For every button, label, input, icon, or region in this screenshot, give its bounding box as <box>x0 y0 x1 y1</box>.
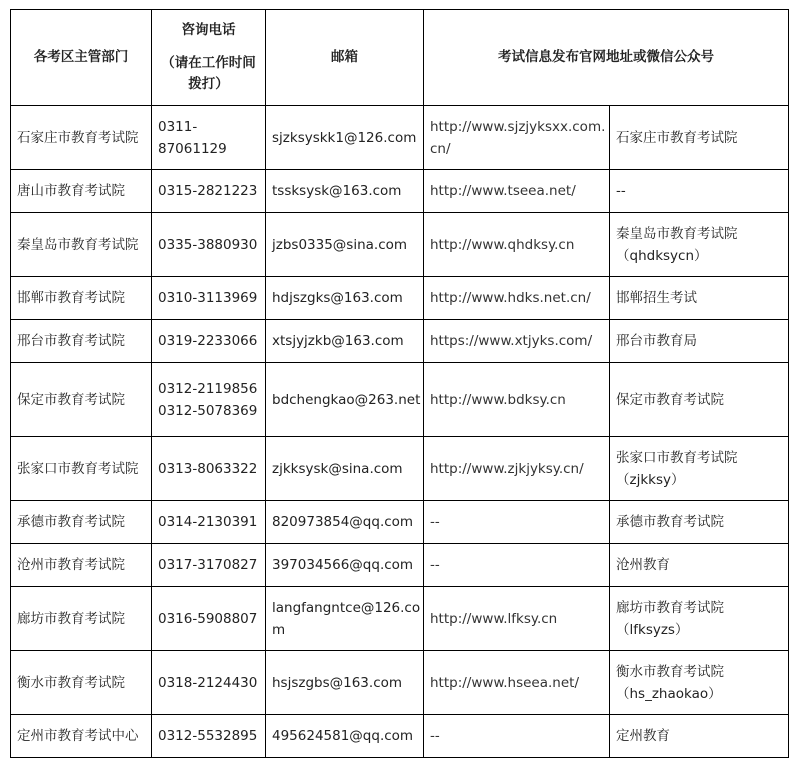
dept-cell: 沧州市教育考试院 <box>11 544 152 587</box>
wechat-cell <box>610 106 789 170</box>
phone-line-1: 0315-2821223 <box>158 183 258 199</box>
wechat-line-1: 邯郸招生考试 <box>616 290 697 306</box>
table-row <box>11 106 789 170</box>
phone-cell <box>152 106 266 170</box>
wechat-line-1: 廊坊市教育考试院 <box>616 599 724 616</box>
phone-cell <box>152 277 266 320</box>
email-cell: bdchengkao@263.net <box>266 363 424 437</box>
url-cell[interactable]: -- <box>424 715 610 758</box>
phone-line-2: 0312-5078369 <box>158 402 258 419</box>
header-email: 邮箱 <box>266 10 424 106</box>
phone-cell <box>152 715 266 758</box>
dept-cell: 邢台市教育考试院 <box>11 320 152 363</box>
wechat-cell <box>610 651 789 715</box>
phone-line-1: 0319-2233066 <box>158 333 258 349</box>
wechat-line-1: 衡水市教育考试院 <box>616 663 724 680</box>
url-cell[interactable]: https://www.xtjyks.com/ <box>424 320 610 363</box>
wechat-line-2: （zjkksy） <box>616 471 685 488</box>
wechat-cell <box>610 544 789 587</box>
wechat-line-1: 保定市教育考试院 <box>616 391 724 408</box>
header-phone-line1: 咨询电话 <box>181 22 236 38</box>
wechat-cell <box>610 715 789 758</box>
phone-line-1: 0310-3113969 <box>158 290 258 306</box>
wechat-cell <box>610 501 789 544</box>
url-cell[interactable]: http://www.zjkjyksy.cn/ <box>424 437 610 501</box>
dept-cell: 保定市教育考试院 <box>11 363 152 437</box>
header-dept: 各考区主管部门 <box>11 10 152 106</box>
phone-cell <box>152 170 266 213</box>
dept-cell: 张家口市教育考试院 <box>11 437 152 501</box>
wechat-cell <box>610 320 789 363</box>
email-cell: 820973854@qq.com <box>266 501 424 544</box>
phone-cell <box>152 363 266 437</box>
wechat-line-2: （hs_zhaokao） <box>616 685 722 702</box>
wechat-cell <box>610 277 789 320</box>
url-cell[interactable]: -- <box>424 501 610 544</box>
table-row <box>11 320 789 363</box>
wechat-cell <box>610 363 789 437</box>
phone-cell <box>152 213 266 277</box>
email-cell: hdjszgks@163.com <box>266 277 424 320</box>
table-row <box>11 437 789 501</box>
wechat-cell <box>610 587 789 651</box>
exam-contacts-table <box>10 9 789 758</box>
phone-line-1: 0318-2124430 <box>158 674 258 691</box>
phone-cell <box>152 544 266 587</box>
phone-cell <box>152 651 266 715</box>
phone-cell <box>152 320 266 363</box>
email-cell: 495624581@qq.com <box>266 715 424 758</box>
phone-cell <box>152 587 266 651</box>
table-header-row <box>11 10 789 106</box>
email-cell: tssksysk@163.com <box>266 170 424 213</box>
url-cell[interactable]: http://www.lfksy.cn <box>424 587 610 651</box>
wechat-line-1: 定州教育 <box>616 728 670 744</box>
dept-cell: 石家庄市教育考试院 <box>11 106 152 170</box>
dept-cell: 承德市教育考试院 <box>11 501 152 544</box>
phone-cell <box>152 501 266 544</box>
url-cell[interactable]: -- <box>424 544 610 587</box>
dept-cell: 秦皇岛市教育考试院 <box>11 213 152 277</box>
table-row <box>11 544 789 587</box>
url-cell[interactable]: http://www.hdks.net.cn/ <box>424 277 610 320</box>
dept-cell: 定州市教育考试中心 <box>11 715 152 758</box>
phone-line-1: 0316-5908807 <box>158 610 258 627</box>
header-phone-line3: 拨打） <box>188 76 229 92</box>
table-row <box>11 651 789 715</box>
wechat-line-1: 邢台市教育局 <box>616 333 697 349</box>
dept-cell: 廊坊市教育考试院 <box>11 587 152 651</box>
wechat-line-2: （qhdksycn） <box>616 247 708 264</box>
url-cell[interactable]: http://www.hseea.net/ <box>424 651 610 715</box>
table-row <box>11 170 789 213</box>
phone-line-1: 0312-2119856 <box>158 380 258 397</box>
email-cell: jzbs0335@sina.com <box>266 213 424 277</box>
table-row <box>11 501 789 544</box>
url-cell[interactable]: http://www.bdksy.cn <box>424 363 610 437</box>
phone-line-1: 0313-8063322 <box>158 460 258 477</box>
phone-line-1: 0335-3880930 <box>158 236 258 253</box>
wechat-line-1: 沧州教育 <box>616 557 670 573</box>
url-cell[interactable]: http://www.tseea.net/ <box>424 170 610 213</box>
url-cell[interactable]: http://www.sjzjyksxx.com.cn/ <box>424 106 610 170</box>
table-row <box>11 715 789 758</box>
phone-line-1: 0311- <box>158 118 198 135</box>
email-cell: xtsjyjzkb@163.com <box>266 320 424 363</box>
table-row <box>11 213 789 277</box>
email-cell: hsjszgbs@163.com <box>266 651 424 715</box>
wechat-line-1: 承德市教育考试院 <box>616 514 724 530</box>
email-cell: zjkksysk@sina.com <box>266 437 424 501</box>
phone-cell <box>152 437 266 501</box>
email-cell: 397034566@qq.com <box>266 544 424 587</box>
table-row <box>11 277 789 320</box>
email-cell: sjzksyskk1@126.com <box>266 106 424 170</box>
url-cell[interactable]: http://www.qhdksy.cn <box>424 213 610 277</box>
header-phone <box>152 10 266 106</box>
wechat-line-1: -- <box>616 183 626 199</box>
header-site: 考试信息发布官网地址或微信公众号 <box>424 10 789 106</box>
table-row <box>11 587 789 651</box>
phone-line-1: 0314-2130391 <box>158 514 258 530</box>
dept-cell: 衡水市教育考试院 <box>11 651 152 715</box>
wechat-cell <box>610 170 789 213</box>
table-row <box>11 363 789 437</box>
phone-line-1: 0312-5532895 <box>158 728 258 744</box>
phone-line-1: 0317-3170827 <box>158 557 258 573</box>
wechat-line-1: 秦皇岛市教育考试院 <box>616 225 738 242</box>
wechat-line-1: 石家庄市教育考试院 <box>616 129 738 146</box>
wechat-cell <box>610 437 789 501</box>
dept-cell: 唐山市教育考试院 <box>11 170 152 213</box>
wechat-line-2: （lfksyzs） <box>616 621 689 638</box>
wechat-cell <box>610 213 789 277</box>
email-cell: langfangntce@126.com <box>266 587 424 651</box>
phone-line-2: 87061129 <box>158 140 227 157</box>
wechat-line-1: 张家口市教育考试院 <box>616 449 738 466</box>
dept-cell: 邯郸市教育考试院 <box>11 277 152 320</box>
header-phone-line2: （请在工作时间 <box>161 55 256 71</box>
